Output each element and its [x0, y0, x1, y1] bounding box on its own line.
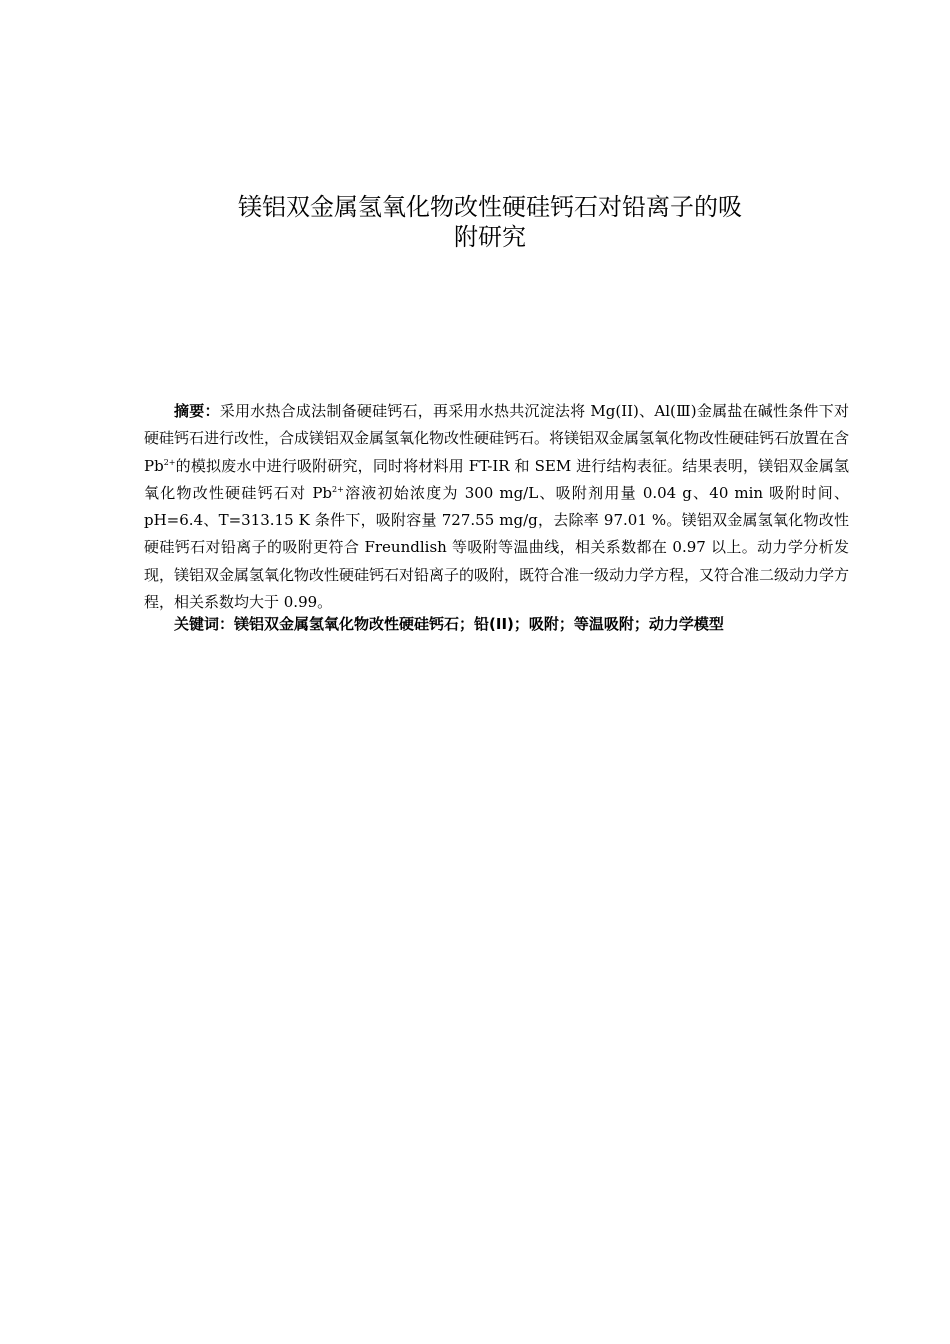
paper-title-line-2: 附研究	[454, 223, 526, 251]
paper-title-line-1: 镁铝双金属氢氧化物改性硬硅钙石对铅离子的吸	[238, 193, 742, 221]
superscript-charge-1: 2+	[163, 457, 176, 467]
keywords-paragraph	[144, 611, 849, 638]
abstract-text-part-3: 溶液初始浓度为 300 mg/L、吸附剂用量 0.04 g、40 min 吸附时间、pH=6.4、T=313.15 K 条件下，吸附容量 727.55 mg/g，去除率 97.01 %。镁铝双金属氢氧化物改性硬硅钙石对铅离子的吸附更符合 Freundlish 等吸附等温曲线，相关系数都在 0.97 以上。动力学分析发现，镁铝双金属氢氧化物改性硬硅钙石对铅离子的吸附，既符合准一级动力学方程，又符合准二级动力学方程，相关系数均大于 0.99。	[144, 483, 850, 612]
superscript-charge-2: 2+	[332, 484, 344, 494]
abstract-text-part-2: 的模拟废水中进行吸附研究，同时将材料用 FT-IR 和 SEM 进行结构表征。结果表明，镁铝双金属氢氧化物改性硬硅钙石对 Pb	[144, 456, 849, 502]
paper-title	[120, 192, 860, 252]
abstract-text-part-1: 采用水热合成法制备硬硅钙石，再采用水热共沉淀法将 Mg(II)、Al(Ⅲ)金属盐在碱性条件下对硬硅钙石进行改性，合成镁铝双金属氢氧化物改性硬硅钙石。将镁铝双金属氢氧化物改性硬硅钙石放置在含 Pb	[144, 402, 850, 475]
keywords-text: 镁铝双金属氢氧化物改性硬硅钙石；铅(II)；吸附；等温吸附；动力学模型	[234, 615, 724, 633]
keywords-label: 关键词：	[174, 615, 235, 633]
abstract-label: 摘要：	[174, 402, 220, 420]
abstract-paragraph	[144, 398, 849, 616]
